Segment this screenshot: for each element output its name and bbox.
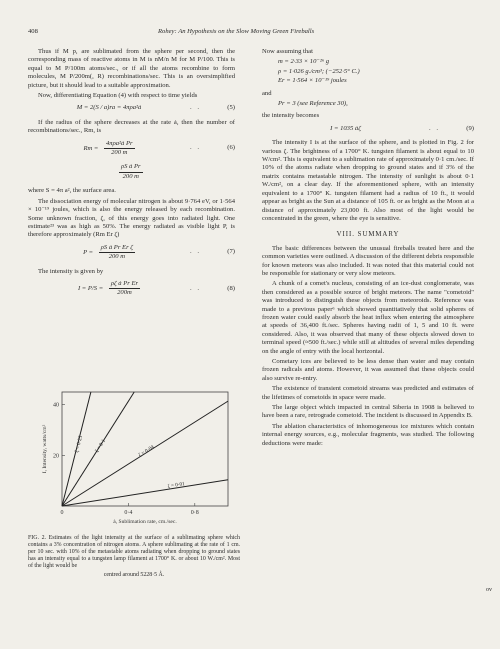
section-heading-summary: VIII. SUMMARY [336, 231, 400, 239]
x-tick-label: 0·4 [124, 510, 133, 516]
equation-6-leader: . . [190, 144, 201, 152]
figure-2 [28, 388, 243, 536]
parameter-pr: Pr = 3 (see Reference 30), [278, 100, 348, 108]
equation-9-leader: . . [429, 124, 440, 132]
summary-paragraph-4: The existence of transient cometoid streams was predicted and estimates of the lifetimes of cometoids in space were made. [262, 385, 474, 401]
right-paragraph-2: the intensity becomes [262, 112, 320, 120]
series-label: ζ = 0·01 [167, 481, 186, 490]
equation-6-alt [28, 163, 235, 181]
x-axis-label: ȧ, Sublimation rate, cm./sec. [113, 519, 177, 525]
series-label: ζ = 0·1 [94, 438, 108, 454]
equation-6-lhs: Rm = [83, 145, 99, 153]
equation-6-alt-denominator: 200 m [122, 172, 139, 180]
equation-8-leader: . . [190, 284, 201, 292]
x-tick-label: 0 [60, 510, 64, 516]
equation-8-expression [28, 280, 190, 298]
left-paragraph-5: The dissociation energy of molecular nitrogen is about 9·764 eV, or 1·564 × 10⁻¹⁹ joules, which is also the energy released by each recombination. Some unknown fraction, ζ, of this energy goes into radiated light. One estimate²³ was as high as 50%. The energy radiated as visible light P, is therefore approximately (Rm Er ζ) [28, 197, 235, 239]
running-head [28, 28, 468, 38]
equation-7-number: (7) [227, 248, 235, 256]
equation-8-denominator: 200m [117, 289, 132, 297]
equation-6-alt-expression [28, 163, 213, 181]
equation-6-alt-fraction [119, 163, 143, 181]
equation-7 [28, 244, 235, 262]
equation-6-expression [28, 140, 190, 158]
equation-9-number: (9) [466, 124, 474, 132]
right-column [262, 48, 474, 450]
y-tick-label: 40 [53, 402, 59, 409]
equation-6-denominator: 200 m [111, 149, 128, 157]
equation-8-numerator: ρζ ȧ Pr Er [109, 280, 140, 289]
parameter-er: Er = 1·564 × 10⁻¹⁹ joules [278, 77, 347, 85]
right-paragraph-3: The intensity I is at the surface of the sphere, and is plotted in Fig. 2 for various ζ. The brightness of a 1700° K. tungsten filament is about equal to 10 W/cm². This is equivalent to a sublimation rate of approximately 0·1 cm./sec. If 10% of the atoms radiate when dropping to ground states and if 3% of the matrix contains metastable nitrogen. The intensity of sunlight is about 0·1 W./cm², on a clear day. If the aforementioned sphere, with an intensity equivalent to a 1700° K. tungsten filament had a radius of 10 ft., it would appear as bright as the Sun at a distance of 105 ft. or as bright as the Moon at a distance of approximately 23,000 ft. Also most of the light would be concentrated in the green, where the eye is sensitive. [262, 139, 474, 222]
left-paragraph-3: If the radius of the sphere decreases at the rate ȧ, then the number of recombinations/sec., Rm, is [28, 118, 235, 135]
summary-paragraph-3: Cometary ices are believed to be less dense than water and may contain frozen radicals and atoms. However, it was assumed that these objects could also survive re-entry. [262, 358, 474, 382]
summary-paragraph-1: The basic differences between the unusual fireballs treated here and the common varieties were outlined. A discussion of the different debris responsible for known meteors was also included. It was noted that this material could not be responsible for stationary or very slow meteors. [262, 244, 474, 277]
equation-5 [28, 104, 235, 112]
summary-paragraph-5: The large object which impacted in central Siberia in 1908 is believed to have been a rare, retrograde cometoid. The incident is discussed in Appendix B. [262, 404, 474, 420]
equation-6-alt-numerator: ρS ȧ Pr [119, 163, 143, 172]
equation-7-lhs: P = [83, 249, 94, 257]
equation-8-number: (8) [227, 284, 235, 292]
left-paragraph-6: The intensity is given by [38, 267, 104, 275]
equation-7-numerator: ρS ȧ Pr Er ζ [99, 244, 135, 253]
edge-mark: ov [486, 587, 492, 593]
equation-6-numerator: 4πρa²ȧ Pr [104, 140, 135, 149]
equation-5-leader: . . [190, 104, 201, 112]
series-label: ζ = 0·25 [74, 435, 85, 454]
intensity-chart [28, 388, 243, 536]
equation-8 [28, 280, 235, 298]
equation-7-fraction [99, 244, 135, 262]
equation-5-number: (5) [227, 104, 235, 112]
y-axis-label: I, Intensity, watts/cm² [42, 424, 48, 474]
parameter-list [278, 58, 474, 85]
page-number: 408 [28, 28, 38, 35]
equation-7-denominator: 200 m [108, 253, 126, 261]
running-title: Rohey: An Hypothesis on the Slow Moving Green Fireballs [158, 28, 315, 35]
equation-6-number: (6) [227, 144, 235, 152]
and-label: and [262, 89, 272, 97]
parameter-rho: ρ = 1·026 g./cm³; (−252·5° C.) [278, 67, 360, 75]
equation-7-leader: . . [190, 248, 201, 256]
y-tick-label: 20 [53, 453, 59, 460]
equation-7-expression [28, 244, 190, 262]
x-tick-label: 0·8 [190, 510, 199, 516]
equation-8-lhs: I = P/S = [77, 285, 104, 293]
left-column [28, 48, 235, 304]
left-paragraph-4: where S = 4π a², the surface area. [28, 187, 116, 195]
summary-paragraph-2: A chunk of a comet's nucleus, consisting of an ice-dust conglomerate, was then considered as a possible source of bright meteors. The name "cometoid" was introduced to distinguish these objects from meteoroids. Reference was made to a previous paper⁶ which showed quantitatively that solid spheres of frozen water could easily absorb the heat influx when entering the atmosphere at speeds of 36,400 ft./sec. Spheres having radii of 1, 5 and 10 ft. were considered. Also, it was observed that many of these objects slowed down to terminal speed (≈500 ft./sec.) while still at altitudes of several miles depending on the angle of entry with the local horizontal. [262, 280, 474, 355]
equation-9 [262, 125, 474, 133]
series-line [62, 480, 228, 506]
equation-6 [28, 140, 235, 158]
equation-5-expression: M = 2(S / a)ra = 4πρa²ȧ [76, 104, 142, 112]
figure-2-caption [28, 535, 240, 581]
equation-6-fraction [104, 140, 135, 158]
right-paragraph-1: Now assuming that [262, 48, 313, 55]
left-paragraph-2: Now, differentiating Equation (4) with respect to time yields [38, 92, 198, 100]
series-label: ζ = 0·04 [137, 444, 156, 459]
figure-2-caption-last-line: centred around 5228·5 Å. [103, 572, 165, 578]
left-paragraph-1: Thus if M p, are sublimated from the sphere per second, then the corresponding mass of reactive atoms in M is nM/n M for M P/100. This is equal to M P/100m atoms/sec., or if all the atoms recombine to form molecules, M P/200m(, R) recombinations/sec. This is an oversimplified picture, but it should lead to a suitable approximation. [28, 48, 235, 89]
equation-9-expression: I = 1035 ȧζ [330, 124, 361, 132]
figure-2-caption-text: FIG. 2. Estimates of the light intensity at the surface of a sublimating sphere which contains a 3% concentration of nitrogen atoms. A sphere sublimating at the rate of 1 cm. per 10 sec. with 10% of the metastable atoms radiating when dropping to ground states has an intensity equal to a tungsten lamp filament at 1700° K. or about 10 W./cm². Most of the light would be [28, 535, 240, 569]
summary-paragraph-6: The ablation characteristics of inhomogeneous ice mixtures which contain internal energy sources, e.g., molecular fragments, was studied. The following deductions were made: [262, 422, 474, 447]
equation-8-fraction [109, 280, 140, 298]
parameter-m: m = 2·33 × 10⁻²⁶ g [278, 58, 330, 66]
